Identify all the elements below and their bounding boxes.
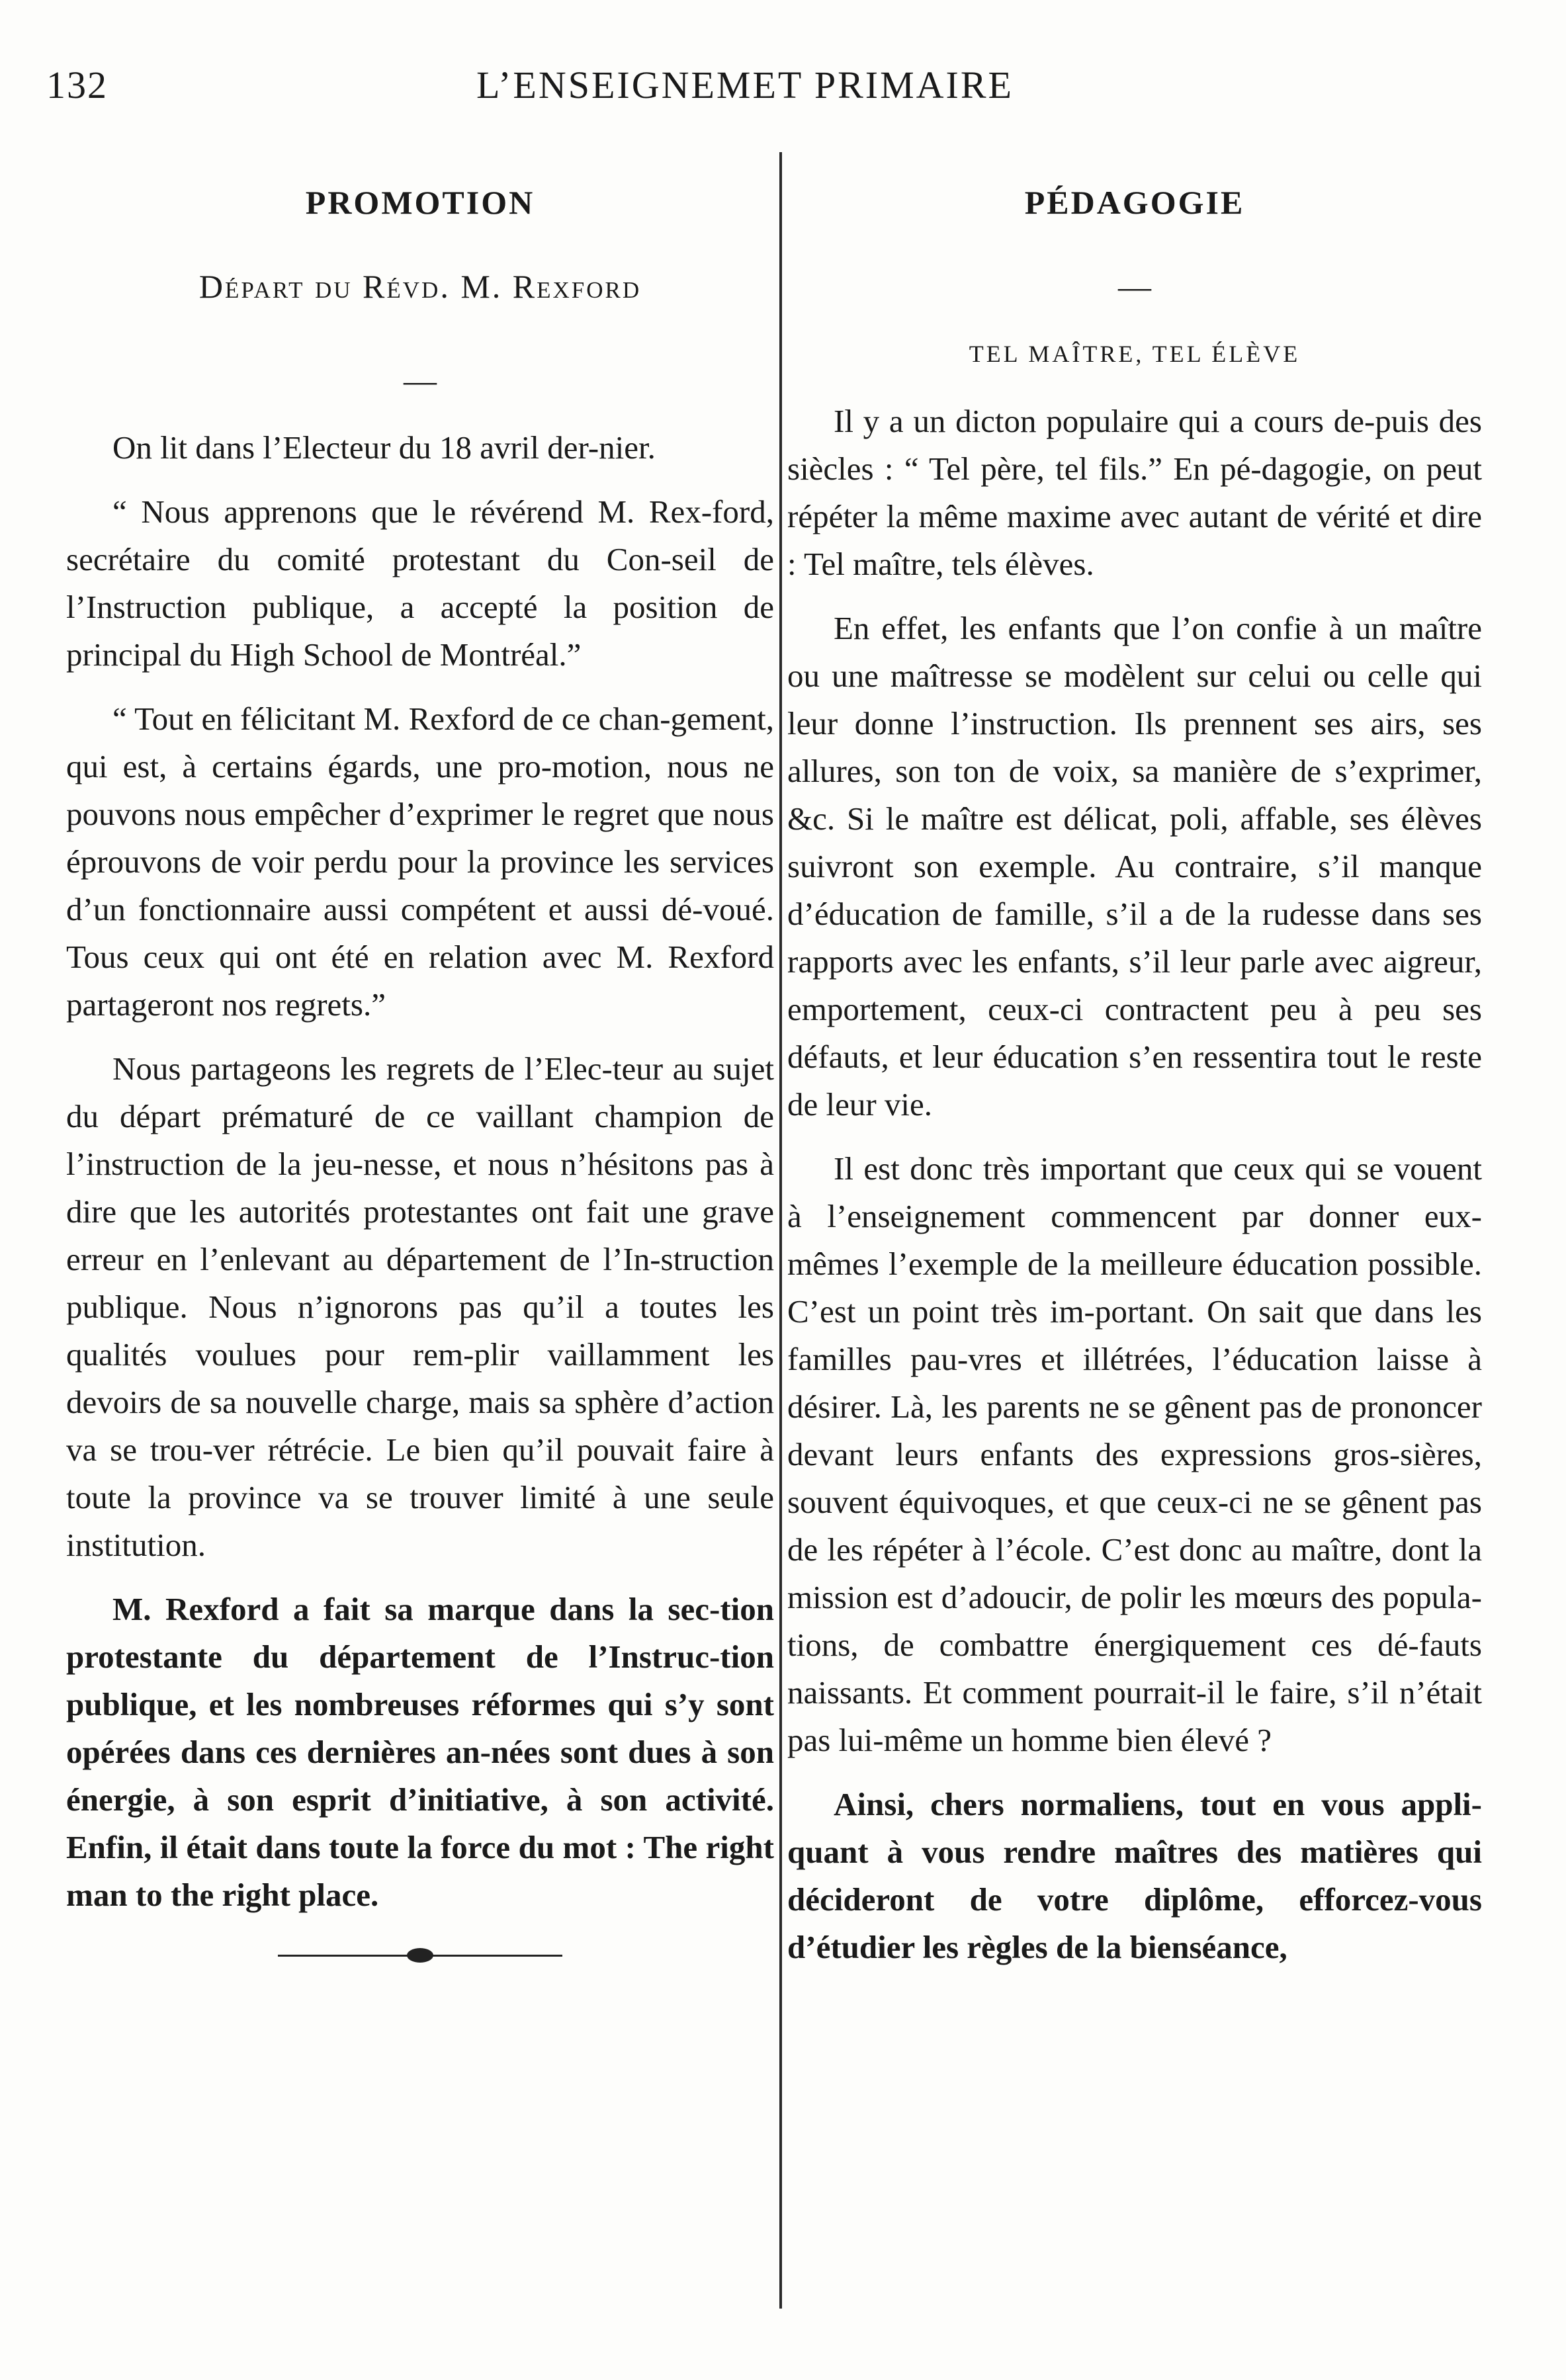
paragraph: “ Tout en félicitant M. Rexford de ce chan-gement, qui est, à certains égards, une pro-motion, nous ne pouvons nous empêcher d’exprimer le regret que nous éprouvons de voir perdu pour la province les services d’un fonctionnaire aussi compétent et aussi dé-voué. Tous ceux qui ont été en relation avec M. Rexford partageront nos regrets.” (66, 701, 774, 1023)
ornament-center (407, 1948, 433, 1963)
left-column (66, 169, 774, 1965)
paragraph: Il est donc très important que ceux qui se vouent à l’enseignement commencent par donner eux-mêmes l’exemple de la meilleure éducation possible. C’est un point très im-portant. On sait que dans les familles pau-vres et illétrées, l’éducation laisse à désirer. Là, les parents ne se gênent pas de prononcer devant leurs enfants des expressions gros-sières, souvent équivoques, et que ceux-ci ne se gênent pas de les répéter à l’école. C’est donc au maître, dont la mission est d’adoucir, de polir les mœurs des popula-tions, de combattre énergiquement ces dé-fauts naissants. Et comment pourrait-il le faire, s’il n’était pas lui-même un homme bien élevé ? (787, 1150, 1482, 1758)
closing-ornament (278, 1945, 562, 1965)
right-column (787, 169, 1482, 1988)
separator-dash: — (404, 362, 437, 399)
paragraph: “ Nous apprenons que le révérend M. Rex-ford, secrétaire du comité protestant du Con-seil de l’Instruction publique, a accepté la position de principal du High School de Montréal.” (66, 493, 774, 673)
journal-title: L’ENSEIGNEMET PRIMAIRE (476, 64, 1014, 106)
section-heading-promotion: PROMOTION (305, 184, 535, 221)
column-divider (779, 152, 782, 2309)
paragraph: Il y a un dicton populaire qui a cours de-puis des siècles : “ Tel père, tel fils.” En pé-dagogie, on peut répéter la même maxime avec autant de vérité et dire : Tel maître, tels élèves. (787, 403, 1482, 582)
running-head (40, 63, 1495, 122)
page-number: 132 (46, 64, 108, 106)
paragraph: Nous partageons les regrets de l’Elec-teur au sujet du départ prématuré de ce vaillant champion de l’instruction de la jeu-nesse, et nous n’hésitons pas à dire que les autorités protestantes ont fait une grave erreur en l’enlevant au département de l’In-struction publique. Nous n’ignorons pas qu’il a toutes les qualités voulues pour rem-plir vaillamment les devoirs de sa nouvelle charge, mais sa sphère d’action va se trou-ver rétrécie. Le bien qu’il pouvait faire à toute la province va se trouver limité à une seule institution. (66, 1050, 774, 1563)
article-subheading-tel-maitre: TEL MAÎTRE, TEL ÉLÈVE (969, 341, 1301, 367)
paragraph: En effet, les enfants que l’on confie à un maître ou une maîtresse se modèlent sur celui ou celle qui leur donne l’instruction. Ils prennent ses airs, ses allures, son ton de voix, sa manière de s’exprimer, &c. Si le maître est délicat, poli, affable, ses élèves suivront son exemple. Au contraire, s’il manque d’éducation de famille, s’il a de la rudesse dans ses rapports avec les enfants, s’il leur parle avec aigreur, emportement, ceux-ci contractent peu à peu ses défauts, et leur éducation s’en ressentira tout le reste de leur vie. (787, 610, 1482, 1123)
article-subheading-depart: Départ du Révd. M. Rexford (198, 268, 642, 305)
separator-dash: — (1118, 268, 1151, 305)
paragraph: On lit dans l’Electeur du 18 avril der-nier. (112, 429, 656, 466)
paragraph: M. Rexford a fait sa marque dans la sec-tion protestante du département de l’Instruc-tion publique, et les nombreuses réformes qui s’y sont opérées dans ces dernières an-nées sont dues à son énergie, à son esprit d’initiative, à son activité. Enfin, il était dans toute la force du mot : The right man to the right place. (66, 1591, 774, 1913)
section-heading-pedagogie: PÉDAGOGIE (1024, 184, 1245, 221)
paragraph: Ainsi, chers normaliens, tout en vous appli-quant à vous rendre maîtres des matières qui décideront de votre diplôme, efforcez-vous d’étudier les règles de la bienséance, (787, 1786, 1482, 1965)
